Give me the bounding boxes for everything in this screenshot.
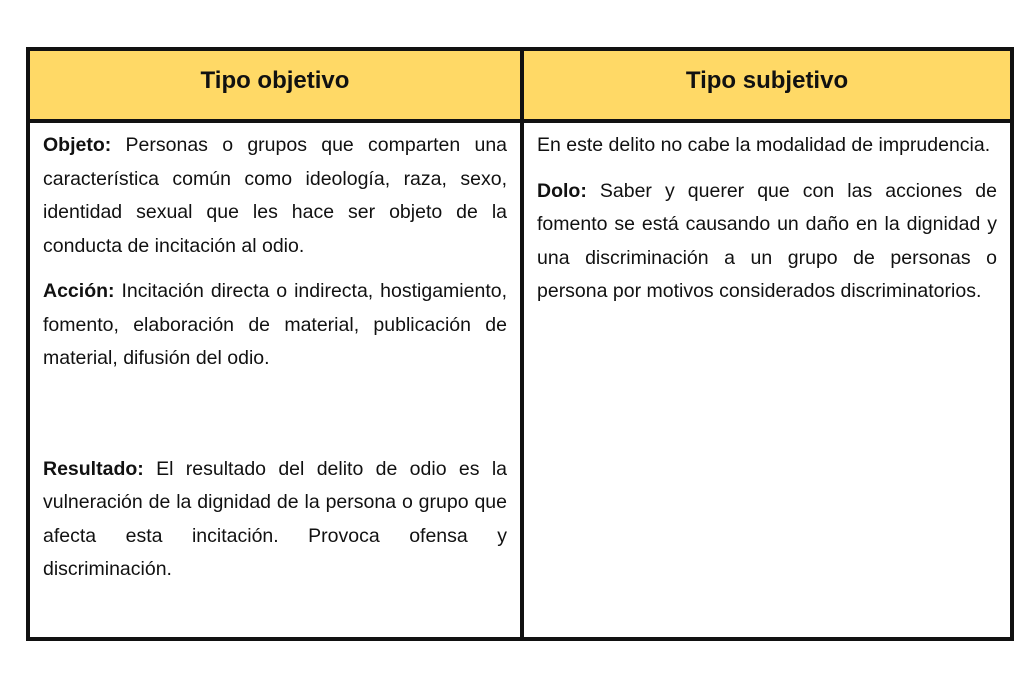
resultado-paragraph — [43, 453, 507, 587]
resultado-text: El resultado del delito de odio es la vulneración de la dignidad de la persona o grupo que afecta esta incitación. Provoca ofensa y discriminación. — [43, 457, 507, 580]
cell-tipo-objetivo — [30, 123, 520, 637]
objeto-text: Personas o grupos que comparten una característica común como ideología, raza, sexo, identidad sexual que les hace ser objeto de la conducta de incitación al odio. — [43, 134, 508, 257]
cell-tipo-subjetivo — [524, 123, 1010, 637]
objeto-paragraph — [43, 129, 507, 263]
criminal-type-table — [26, 47, 1014, 641]
dolo-label: Dolo: — [537, 179, 587, 202]
resultado-label: Resultado: — [43, 457, 144, 480]
imprudencia-paragraph: En este delito no cabe la modalidad de imprudencia. — [537, 134, 991, 156]
header-tipo-subjetivo: Tipo subjetivo — [524, 51, 1010, 119]
dolo-paragraph — [537, 175, 997, 309]
objeto-label: Objeto: — [43, 134, 112, 156]
dolo-text: Saber y querer que con las acciones de fomento se está causando un daño en la dignidad y una discriminación a un grupo de personas o persona por motivos considerados discriminatorios. — [537, 179, 997, 302]
header-tipo-objetivo: Tipo objetivo — [30, 51, 520, 119]
accion-label: Acción: — [43, 280, 115, 302]
accion-paragraph — [43, 275, 507, 376]
paragraph-spacer — [43, 388, 507, 453]
accion-text: Incitación directa o indirecta, hostigamiento, fomento, elaboración de material, publicación de material, difusión del odio. — [43, 280, 508, 369]
